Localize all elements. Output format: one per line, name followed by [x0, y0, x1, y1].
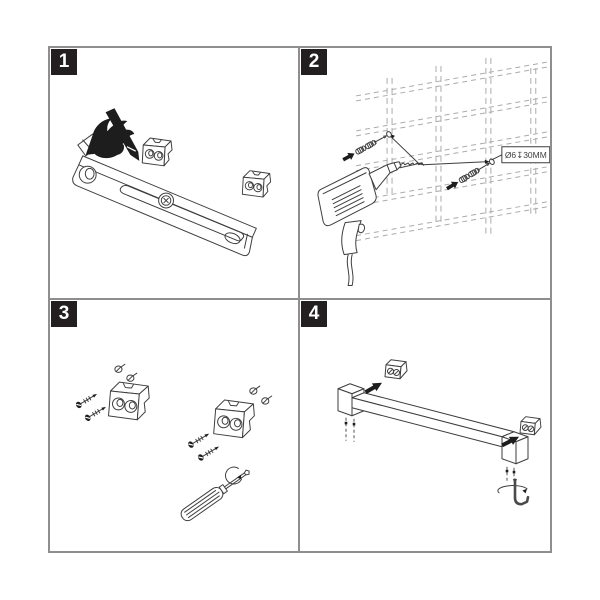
step-2-illustration	[300, 48, 550, 298]
step-4-illustration	[300, 300, 550, 552]
step-3-illustration	[50, 300, 298, 552]
set-screw-guides	[345, 417, 356, 441]
machine-screw-head-icon	[115, 364, 125, 372]
bracket-with-screws	[109, 382, 150, 420]
wall-anchor-icon	[341, 130, 393, 163]
grub-screw-bracket-icon	[520, 416, 541, 434]
bracket-with-screws	[214, 399, 255, 437]
step-number-badge: 1	[51, 49, 77, 75]
screw-icon	[75, 391, 99, 409]
rotation-arrow-icon	[226, 467, 242, 484]
rotation-arrow-icon	[498, 485, 527, 492]
step-number-badge: 3	[51, 301, 77, 327]
step-number-badge: 2	[301, 49, 327, 75]
screwdriver-icon	[179, 465, 253, 522]
step-1-panel	[50, 48, 300, 300]
mounting-bracket-icon	[142, 138, 172, 166]
hex-key-icon	[498, 479, 528, 504]
machine-screw-head-icon	[250, 386, 260, 394]
towel-bar-icon	[73, 156, 257, 256]
step-4-panel	[300, 300, 550, 552]
instruction-sheet-frame	[48, 46, 552, 553]
depth-callout	[492, 147, 550, 163]
screw-icon	[187, 430, 211, 448]
insert-arrow-icon	[363, 378, 384, 395]
screw-icon	[197, 443, 221, 461]
step-3-panel	[50, 300, 300, 552]
mounting-bracket-icon	[242, 171, 270, 197]
grub-screw-bracket-icon	[385, 359, 407, 378]
towel-bar-rail-icon	[338, 383, 528, 463]
depth-callout-label: Ø6↧30MM	[504, 149, 547, 160]
step-2-panel	[300, 48, 550, 300]
step-number-badge: 4	[301, 301, 327, 327]
step-1-illustration	[50, 48, 298, 298]
electric-drill-icon	[318, 162, 424, 286]
machine-screw-head-icon	[262, 395, 272, 403]
hand-with-pencil-icon	[78, 108, 140, 161]
screw-icon	[84, 403, 108, 421]
machine-screw-head-icon	[127, 373, 137, 381]
